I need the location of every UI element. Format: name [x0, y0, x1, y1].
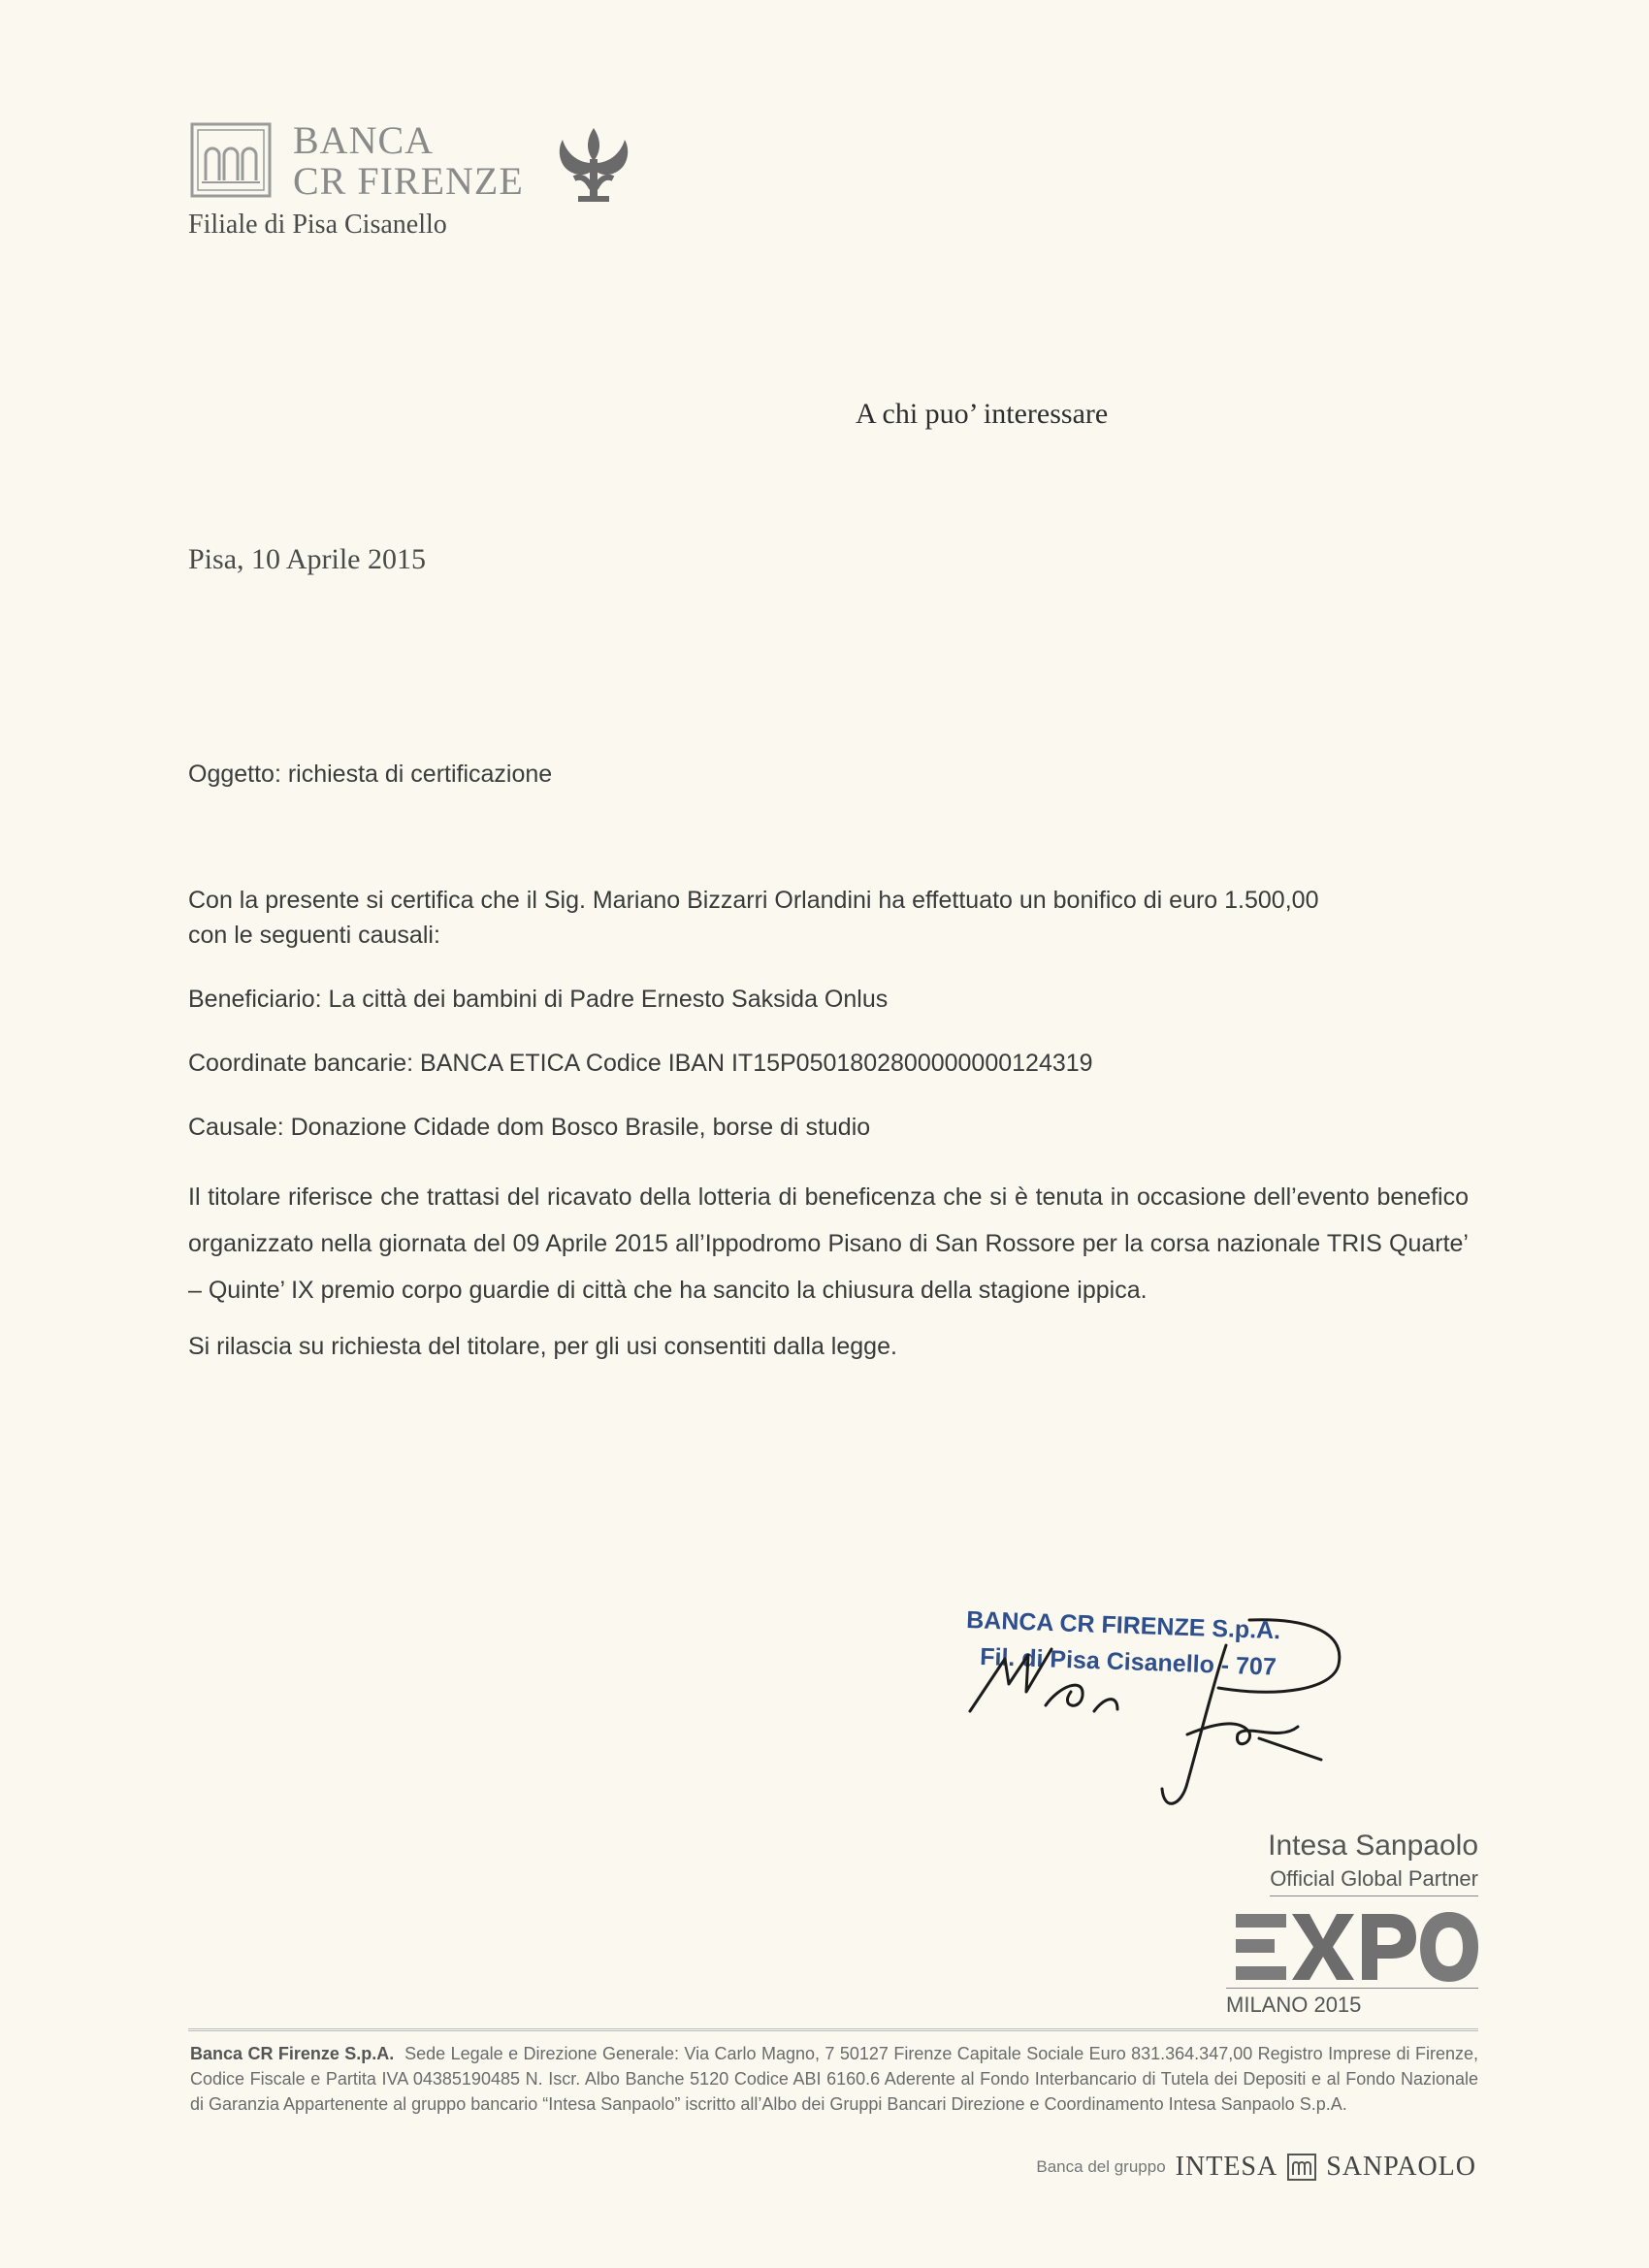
explanation-paragraph: Il titolare riferisce che trattasi del ricavato della lotteria di beneficenza che si è tenuta in occasione dell’evento benefico organizzato nella giornata del 09 Aprile 2015 all’Ippodromo Pisano di San Rossore per la corsa nazionale TRIS Quarte’ – Quinte’ IX premio corpo guardie di città che ha sancito la chiusura della stagione ippica.	[188, 1183, 1469, 1304]
reason-line: Causale: Donazione Cidade dom Bosco Brasile, borse di studio	[188, 1114, 871, 1141]
fleur-de-lis-crest-icon	[553, 124, 634, 206]
group-brand-left: INTESA	[1175, 2152, 1278, 2182]
bank-details-line: Coordinate bancarie: BANCA ETICA Codice IBAN IT15P0501802800000000124319	[188, 1050, 1093, 1077]
bank-name	[293, 120, 524, 202]
sponsor-company: Intesa Sanpaolo	[1268, 1830, 1478, 1862]
bank-logo-icon	[190, 122, 272, 198]
beneficiary-line: Beneficiario: La città dei bambini di Padre Ernesto Saksida Onlus	[188, 986, 889, 1013]
letter-body	[188, 883, 1469, 1364]
bank-name-line1: BANCA	[293, 118, 435, 162]
intesa-sanpaolo-logo-icon	[1287, 2154, 1316, 2181]
intro-line-1: Con la presente si certifica che il Sig. Mariano Bizzarri Orlandini ha effettuato un bonifico di euro 1.500,00	[188, 887, 1319, 914]
recipient-line: A chi puo’ interessare	[856, 398, 1109, 430]
footer-divider	[188, 2028, 1478, 2031]
stamp-line-2: Fil. di Pisa Cisanello - 707	[979, 1643, 1277, 1681]
expo-sponsor-block	[1090, 1828, 1478, 2022]
branch-name: Filiale di Pisa Cisanello	[188, 210, 447, 240]
footer-legal-text: Sede Legale e Direzione Generale: Via Carlo Magno, 7 50127 Firenze Capitale Sociale Euro 831.364.347,00 Registro Imprese di Firenze, Codice Fiscale e Partita IVA 04385190485 N. Iscr. Albo Banche 5120 Codice ABI 6160.6 Aderente al Fondo Interbancario di Tutela dei Depositi e al Fondo Nazionale di Garanzia Appartenente al gruppo bancario “Intesa Sanpaolo” iscritto all’Albo dei Gruppi Bancari Direzione e Coordinamento Intesa Sanpaolo S.p.A.	[190, 2044, 1478, 2114]
stamp-line-1: BANCA CR FIRENZE S.p.A.	[965, 1606, 1281, 1645]
closing-line: Si rilascia su richiesta del titolare, per gli usi consentiti dalla legge.	[188, 1333, 897, 1360]
sponsor-role: Official Global Partner	[1270, 1864, 1478, 1896]
intro-line-2: con le seguenti causali:	[188, 922, 440, 949]
footer-company: Banca CR Firenze S.p.A.	[190, 2044, 395, 2063]
expo-2015-logo	[1236, 1910, 1478, 1984]
group-label: Banca del gruppo	[1036, 2157, 1166, 2176]
group-brand-line	[1036, 2152, 1476, 2183]
subject-line: Oggetto: richiesta di certificazione	[188, 761, 553, 788]
expo-city-year: MILANO 2015	[1226, 1993, 1362, 2017]
legal-footer	[190, 2041, 1478, 2117]
bank-name-line2: CR FIRENZE	[293, 159, 524, 203]
date-line: Pisa, 10 Aprile 2015	[188, 543, 426, 575]
group-brand-right: SANPAOLO	[1326, 2152, 1476, 2182]
